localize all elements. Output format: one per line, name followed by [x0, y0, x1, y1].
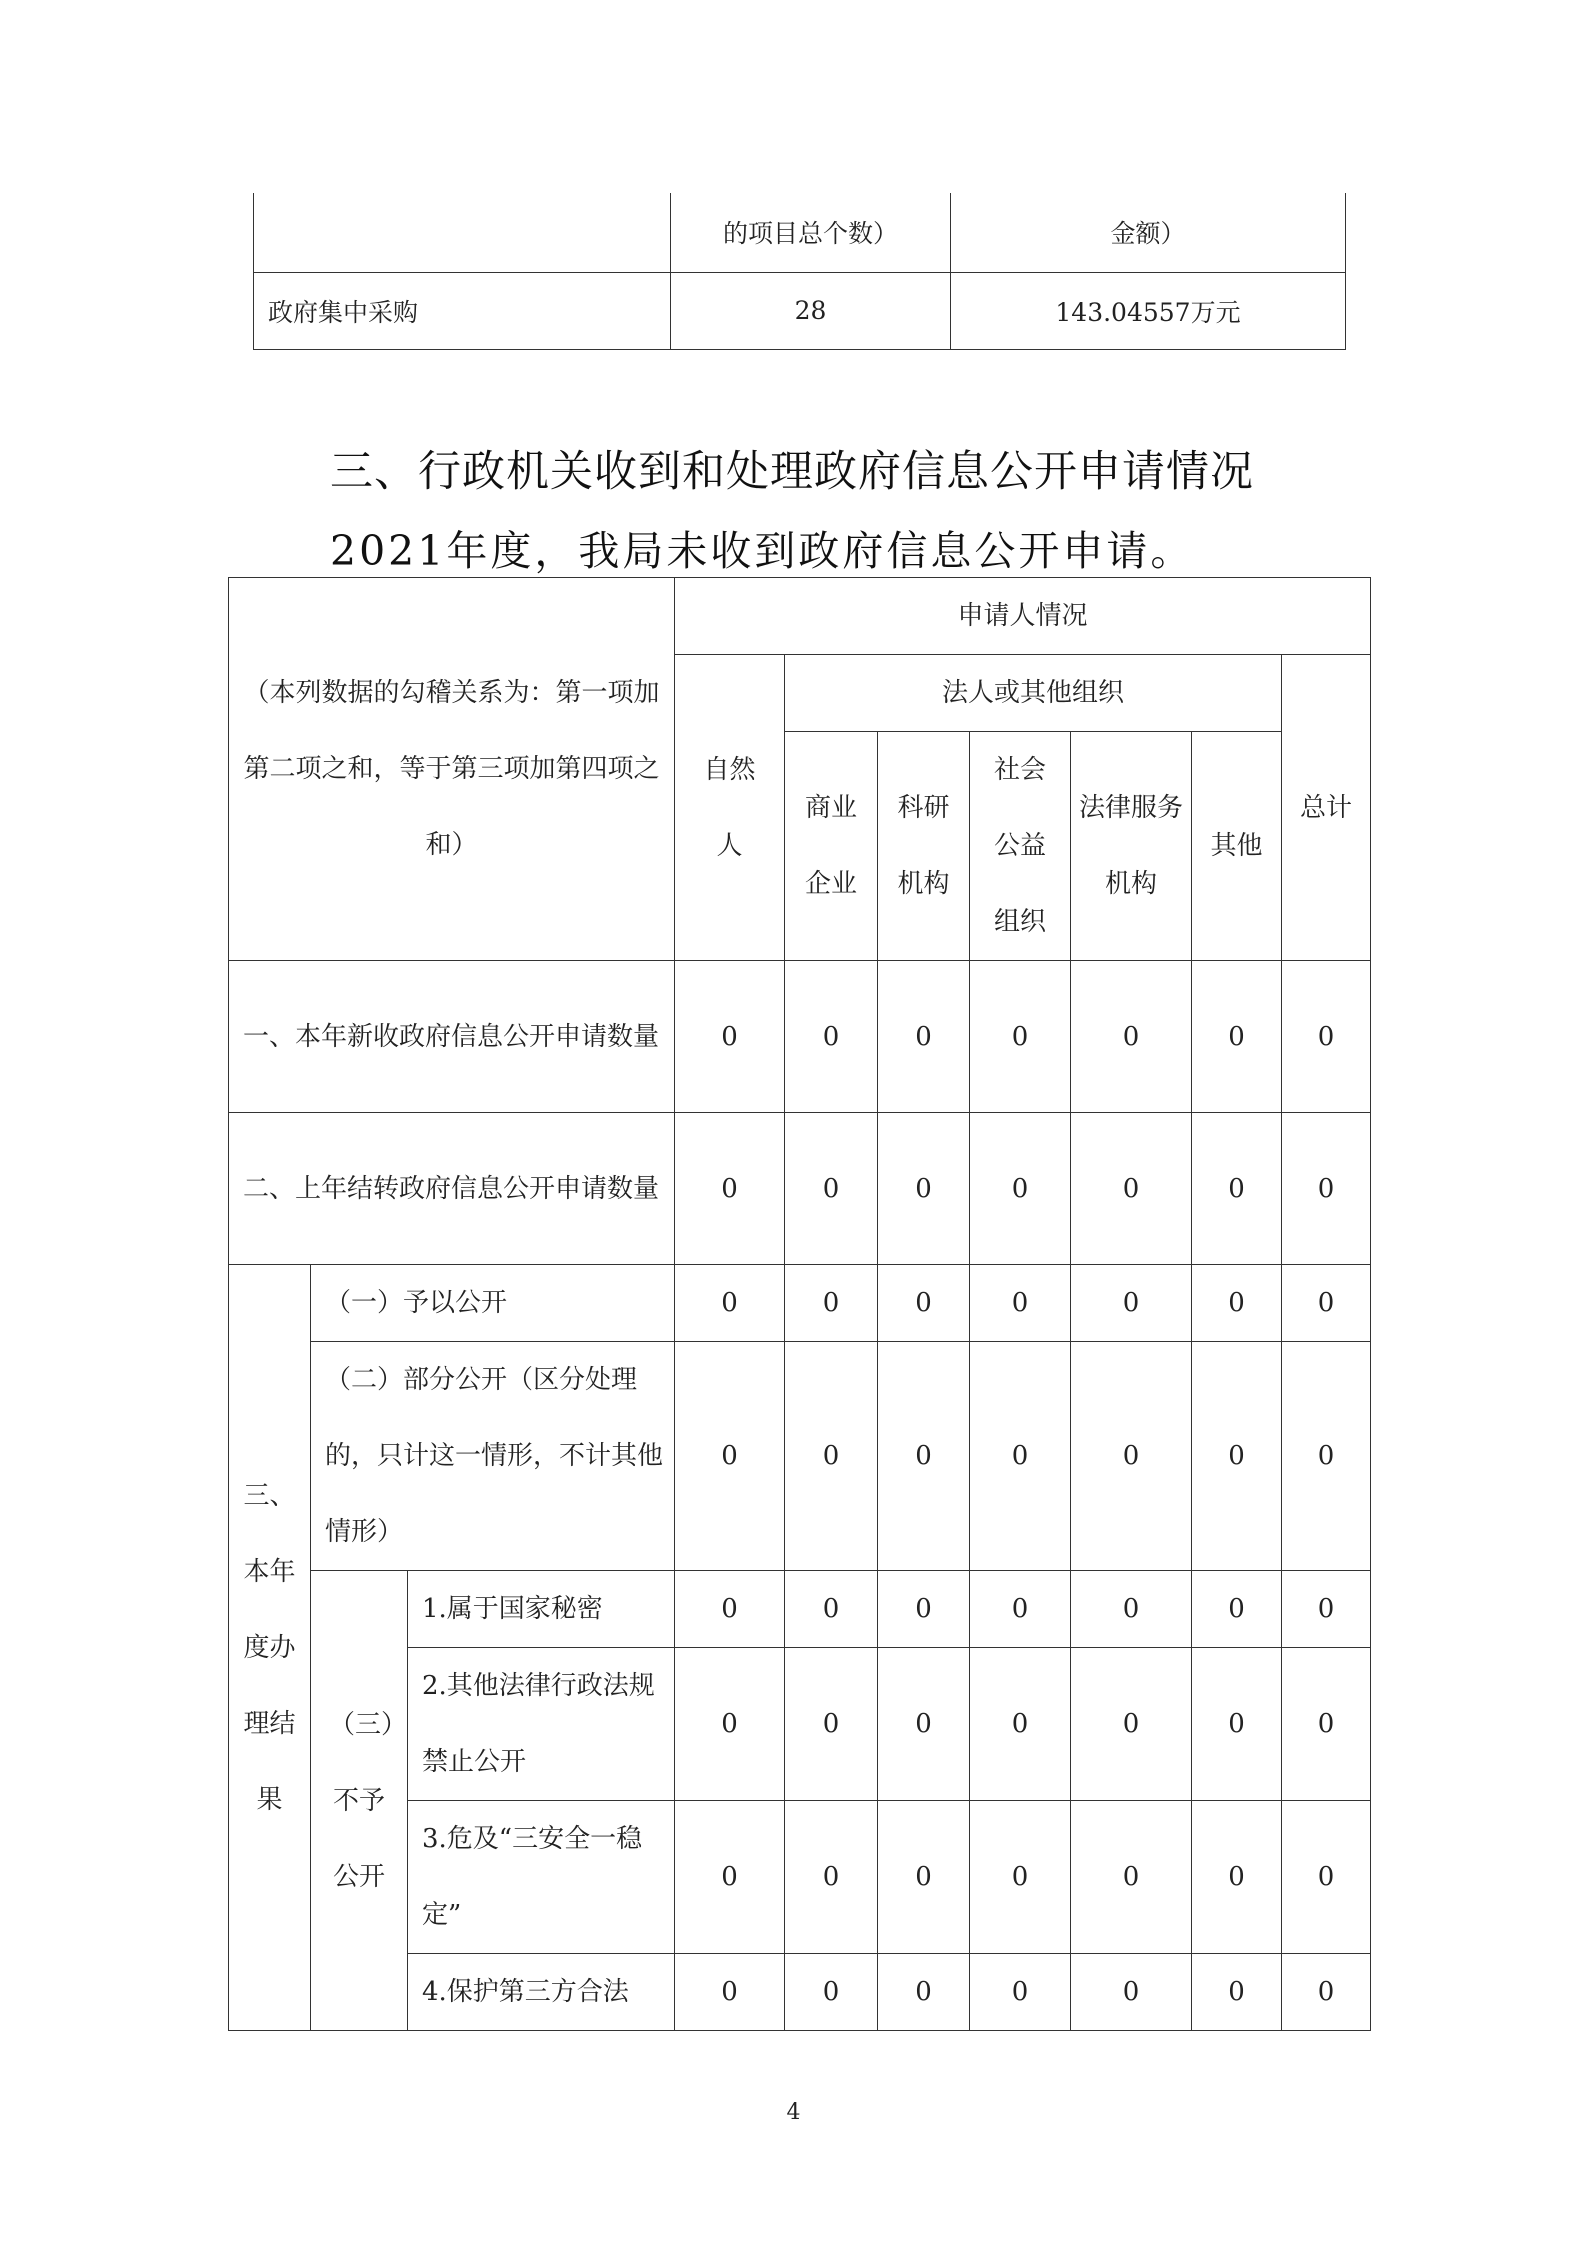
cell: 0 — [675, 1954, 785, 2031]
table-row — [229, 1265, 1371, 1342]
cell: 0 — [675, 961, 785, 1113]
table-row — [229, 1342, 1371, 1571]
cell: 0 — [1071, 1265, 1192, 1342]
cell: 0 — [785, 961, 878, 1113]
procurement-header-empty — [254, 193, 671, 272]
cell: 0 — [785, 1571, 878, 1648]
row3c2-label: 2.其他法律行政法规禁止公开 — [408, 1648, 675, 1801]
col-research: 科研机构 — [878, 732, 970, 961]
cell: 0 — [1282, 1265, 1371, 1342]
cell: 0 — [1282, 1954, 1371, 2031]
corner-note: （本列数据的勾稽关系为：第一项加第二项之和，等于第三项加第四项之和） — [229, 578, 675, 961]
cell: 0 — [1071, 1801, 1192, 1954]
table-row — [229, 1113, 1371, 1265]
procurement-header-amount: 金额） — [951, 193, 1346, 272]
cell: 0 — [878, 1113, 970, 1265]
cell: 0 — [1192, 1342, 1282, 1571]
cell: 0 — [675, 1113, 785, 1265]
cell: 0 — [970, 1648, 1071, 1801]
col-legal-service: 法律服务机构 — [1071, 732, 1192, 961]
cell: 0 — [1192, 961, 1282, 1113]
page-number: 4 — [786, 2100, 801, 2125]
row1-label: 一、本年新收政府信息公开申请数量 — [229, 961, 675, 1113]
row3a-label: （一）予以公开 — [311, 1265, 675, 1342]
cell: 0 — [1071, 1113, 1192, 1265]
cell: 0 — [970, 1342, 1071, 1571]
cell: 0 — [970, 1571, 1071, 1648]
cell: 0 — [970, 1801, 1071, 1954]
col-public-welfare: 社会公益组织 — [970, 732, 1071, 961]
col-business: 商业企业 — [785, 732, 878, 961]
cell: 0 — [878, 1954, 970, 2031]
cell: 0 — [1282, 1113, 1371, 1265]
cell: 0 — [1192, 1954, 1282, 2031]
cell: 0 — [785, 1648, 878, 1801]
cell: 0 — [878, 961, 970, 1113]
col-natural-person: 自然人 — [675, 655, 785, 961]
cell: 0 — [675, 1648, 785, 1801]
cell: 0 — [878, 1801, 970, 1954]
cell: 0 — [878, 1265, 970, 1342]
row3c3-label: 3.危及“三安全一稳定” — [408, 1801, 675, 1954]
procurement-table — [253, 193, 1346, 350]
cell: 0 — [1071, 1342, 1192, 1571]
cell: 0 — [785, 1801, 878, 1954]
cell: 0 — [1071, 961, 1192, 1113]
cell: 0 — [785, 1113, 878, 1265]
cell: 0 — [1282, 961, 1371, 1113]
col-total: 总计 — [1282, 655, 1371, 961]
cell: 0 — [1071, 1954, 1192, 2031]
summary-paragraph: 2021年度，我局未收到政府信息公开申请。 — [330, 527, 1195, 575]
cell: 0 — [1071, 1571, 1192, 1648]
cell: 0 — [970, 961, 1071, 1113]
cell: 0 — [675, 1571, 785, 1648]
cell: 0 — [970, 1954, 1071, 2031]
row3c1-label: 1.属于国家秘密 — [408, 1571, 675, 1648]
cell: 0 — [1282, 1801, 1371, 1954]
cell: 0 — [878, 1648, 970, 1801]
procurement-row-amount: 143.04557万元 — [951, 272, 1346, 349]
cell: 0 — [1282, 1571, 1371, 1648]
procurement-row-count: 28 — [671, 272, 951, 349]
cell: 0 — [1192, 1801, 1282, 1954]
procurement-header-count: 的项目总个数） — [671, 193, 951, 272]
cell: 0 — [675, 1342, 785, 1571]
cell: 0 — [1192, 1648, 1282, 1801]
cell: 0 — [785, 1954, 878, 2031]
table-row — [229, 961, 1371, 1113]
col-other: 其他 — [1192, 732, 1282, 961]
cell: 0 — [1282, 1342, 1371, 1571]
cell: 0 — [878, 1571, 970, 1648]
cell: 0 — [1192, 1113, 1282, 1265]
row3b-label: （二）部分公开（区分处理的，只计这一情形，不计其他情形） — [311, 1342, 675, 1571]
disclosure-table — [228, 577, 1371, 2031]
cell: 0 — [1192, 1571, 1282, 1648]
section-heading: 三、行政机关收到和处理政府信息公开申请情况 — [330, 447, 1254, 497]
cell: 0 — [970, 1113, 1071, 1265]
cell: 0 — [675, 1801, 785, 1954]
row2-label: 二、上年结转政府信息公开申请数量 — [229, 1113, 675, 1265]
cell: 0 — [970, 1265, 1071, 1342]
cell: 0 — [675, 1265, 785, 1342]
procurement-row-label: 政府集中采购 — [254, 272, 671, 349]
row3c4-label: 4.保护第三方合法 — [408, 1954, 675, 2031]
cell: 0 — [785, 1342, 878, 1571]
applicant-header: 申请人情况 — [675, 578, 1371, 655]
cell: 0 — [1282, 1648, 1371, 1801]
cell: 0 — [878, 1342, 970, 1571]
table-row — [229, 1571, 1371, 1648]
cell: 0 — [1192, 1265, 1282, 1342]
section3-label: 三、本年度办理结果 — [229, 1265, 311, 2031]
legal-person-header: 法人或其他组织 — [785, 655, 1282, 732]
cell: 0 — [1071, 1648, 1192, 1801]
cell: 0 — [785, 1265, 878, 1342]
row3c-label: （三）不予公开 — [311, 1571, 408, 2031]
